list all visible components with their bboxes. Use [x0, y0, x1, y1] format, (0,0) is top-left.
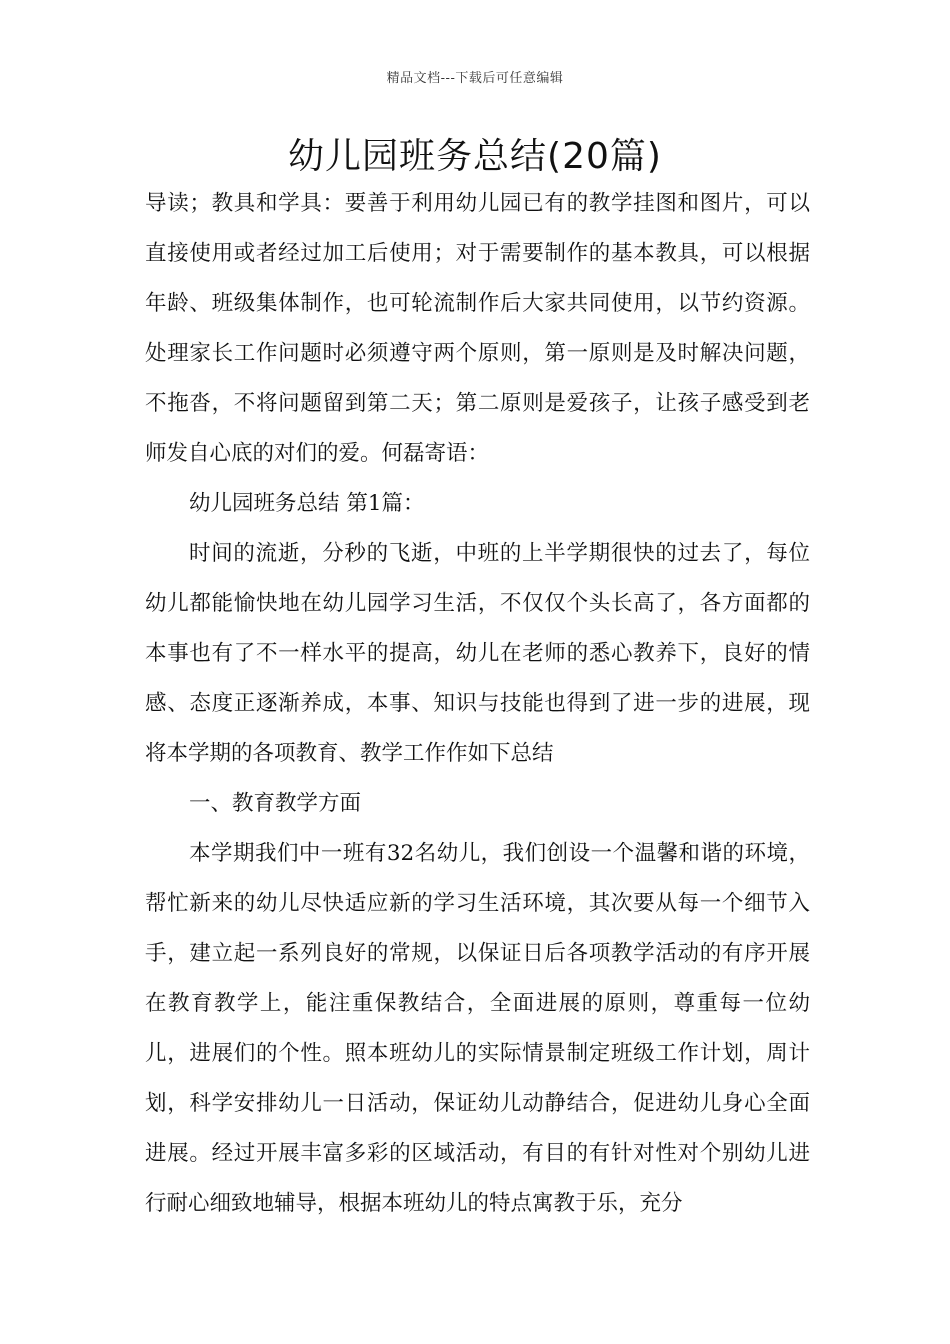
body-paragraph: 本学期我们中一班有32名幼儿，我们创设一个温馨和谐的环境，帮忙新来的幼儿尽快适应新的学习生活环境，其次要从每一个细节入手，建立起一系列良好的常规，以保证日后各项教学活动的有序开展在教育教学上，能注重保教结合，全面进展的原则，尊重每一位幼儿，进展们的个性。照本班幼儿的实际情景制定班级工作计划，周计划，科学安排幼儿一日活动，保证幼儿动静结合，促进幼儿身心全面进展。经过开展丰富多彩的区域活动，有目的有针对性对个别幼儿进行耐心细致地辅导，根据本班幼儿的特点寓教于乐，充分: [145, 841, 810, 1216]
section-heading-part1: 幼儿园班务总结 第1篇：: [189, 491, 425, 516]
subsection-heading: 一、教育教学方面: [189, 791, 362, 816]
document-body: [145, 179, 810, 1229]
page-header-note: 精品文档---下载后可任意编辑: [386, 71, 564, 86]
document-title: 幼儿园班务总结(20篇): [288, 136, 662, 177]
intro-paragraph: 导读；教具和学具：要善于利用幼儿园已有的教学挂图和图片，可以直接使用或者经过加工后使用；对于需要制作的基本教具，可以根据年龄、班级集体制作，也可轮流制作后大家共同使用，以节约资源。处理家长工作问题时必须遵守两个原则，第一原则是及时解决问题，不拖沓，不将问题留到第二天；第二原则是爱孩子，让孩子感受到老师发自心底的对们的爱。何磊寄语：: [145, 191, 810, 466]
body-paragraph: 时间的流逝，分秒的飞逝，中班的上半学期很快的过去了，每位幼儿都能愉快地在幼儿园学习生活，不仅仅个头长高了，各方面都的本事也有了不一样水平的提高，幼儿在老师的悉心教养下，良好的情感、态度正逐渐养成，本事、知识与技能也得到了进一步的进展，现将本学期的各项教育、教学工作作如下总结: [145, 541, 810, 766]
